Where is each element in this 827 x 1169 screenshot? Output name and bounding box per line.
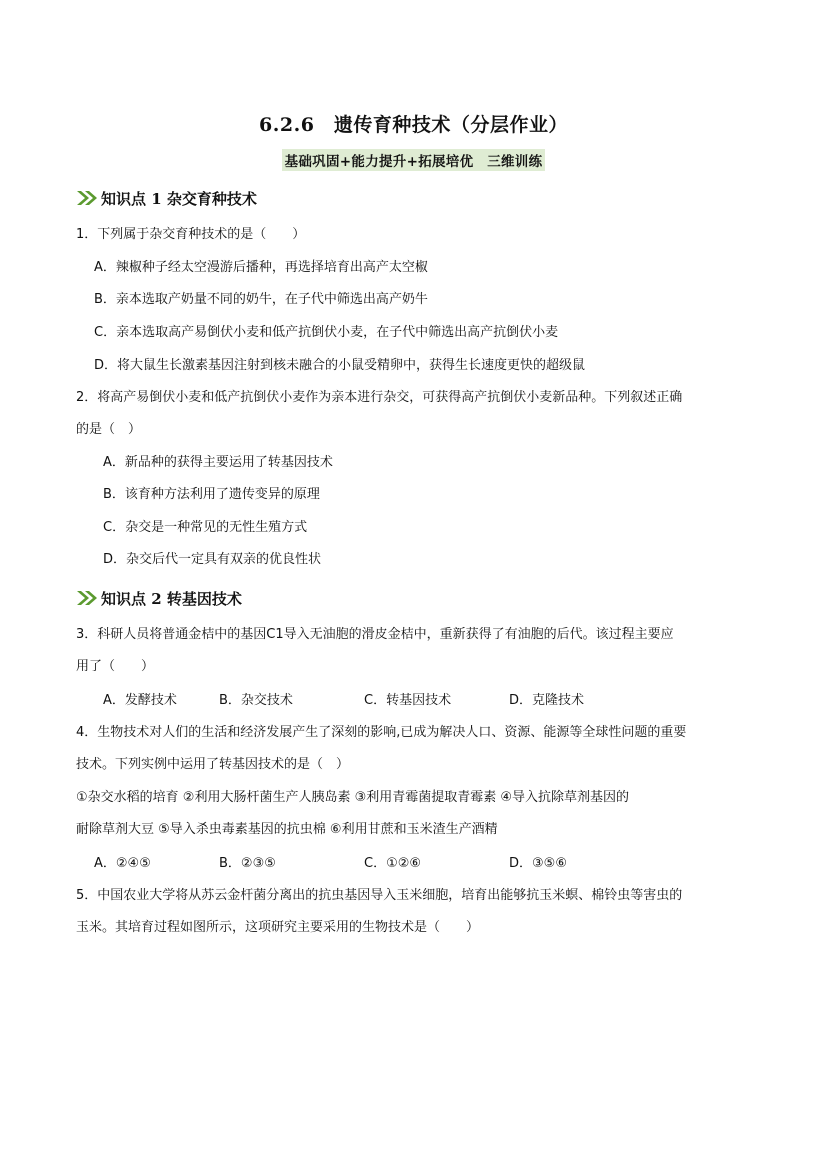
question-4-items-line-2: 耐除草剂大豆 ⑤导入杀虫毒素基因的抗虫棉 ⑥利用甘蔗和玉米渣生产酒精 xyxy=(76,822,498,837)
question-2-option-c: C．杂交是一种常见的无性生殖方式 xyxy=(103,520,308,535)
question-4-stem-line-2: 技术。下列实例中运用了转基因技术的是（ ） xyxy=(76,757,350,772)
knowledge-point-label: 知识点 2 转基因技术 xyxy=(101,589,242,608)
question-2-option-a: A．新品种的获得主要运用了转基因技术 xyxy=(103,455,333,470)
question-4-option-b: B．②③⑤ xyxy=(219,856,276,871)
question-2-option-d: D．杂交后代一定具有双亲的优良性状 xyxy=(103,552,322,567)
question-1-option-c: C．亲本选取高产易倒伏小麦和低产抗倒伏小麦，在子代中筛选出高产抗倒伏小麦 xyxy=(94,325,559,340)
question-4-option-c: C．①②⑥ xyxy=(364,856,422,871)
question-1-option-b: B．亲本选取产奶量不同的奶牛，在子代中筛选出高产奶牛 xyxy=(94,292,428,307)
knowledge-point-label: 知识点 1 杂交育种技术 xyxy=(101,189,257,208)
question-3-stem-line-1: 3．科研人员将普通金桔中的基因C1导入无油胞的滑皮金桔中，重新获得了有油胞的后代。该过程主要应 xyxy=(76,627,674,642)
question-4-items-line-1: ①杂交水稻的培育 ②利用大肠杆菌生产人胰岛素 ③利用青霉菌提取青霉素 ④导入抗除草剂基因的 xyxy=(76,790,630,805)
question-3-stem-line-2: 用了（ ） xyxy=(76,659,155,674)
question-1-option-a: A．辣椒种子经太空漫游后播种，再选择培育出高产太空椒 xyxy=(94,260,428,275)
question-4-option-d: D．③⑤⑥ xyxy=(509,856,567,871)
question-3-option-d: D．克隆技术 xyxy=(509,693,585,708)
question-1-option-d: D．将大鼠生长激素基因注射到核未融合的小鼠受精卵中，获得生长速度更快的超级鼠 xyxy=(94,358,586,373)
question-3-option-b: B．杂交技术 xyxy=(219,693,293,708)
question-4-stem-line-1: 4．生物技术对人们的生活和经济发展产生了深刻的影响,已成为解决人口、资源、能源等全球性问题的重要 xyxy=(76,725,687,740)
question-5-stem-line-2: 玉米。其培育过程如图所示，这项研究主要采用的生物技术是（ ） xyxy=(76,920,480,935)
knowledge-point-1-heading xyxy=(76,187,257,209)
double-chevron-right-icon xyxy=(76,190,98,206)
question-3-option-c: C．转基因技术 xyxy=(364,693,452,708)
question-2-stem-line-1: 2．将高产易倒伏小麦和低产抗倒伏小麦作为亲本进行杂交，可获得高产抗倒伏小麦新品种。下列叙述正确 xyxy=(76,390,683,405)
question-4-option-a: A．②④⑤ xyxy=(94,856,151,871)
question-1-stem: 1．下列属于杂交育种技术的是（ ） xyxy=(76,227,306,242)
question-3-option-a: A．发酵技术 xyxy=(103,693,177,708)
question-5-stem-line-1: 5．中国农业大学将从苏云金杆菌分离出的抗虫基因导入玉米细胞，培育出能够抗玉米螟、棉铃虫等害虫的 xyxy=(76,888,683,903)
question-2-stem-line-2: 的是（ ） xyxy=(76,422,142,437)
page-subtitle: 基础巩固+能力提升+拓展培优 三维训练 xyxy=(282,149,546,171)
knowledge-point-2-heading xyxy=(76,587,242,609)
subtitle-wrap xyxy=(0,149,827,171)
question-2-option-b: B．该育种方法利用了遗传变异的原理 xyxy=(103,487,320,502)
page-title: 6.2.6 遗传育种技术（分层作业） xyxy=(259,114,568,136)
double-chevron-right-icon xyxy=(76,590,98,606)
